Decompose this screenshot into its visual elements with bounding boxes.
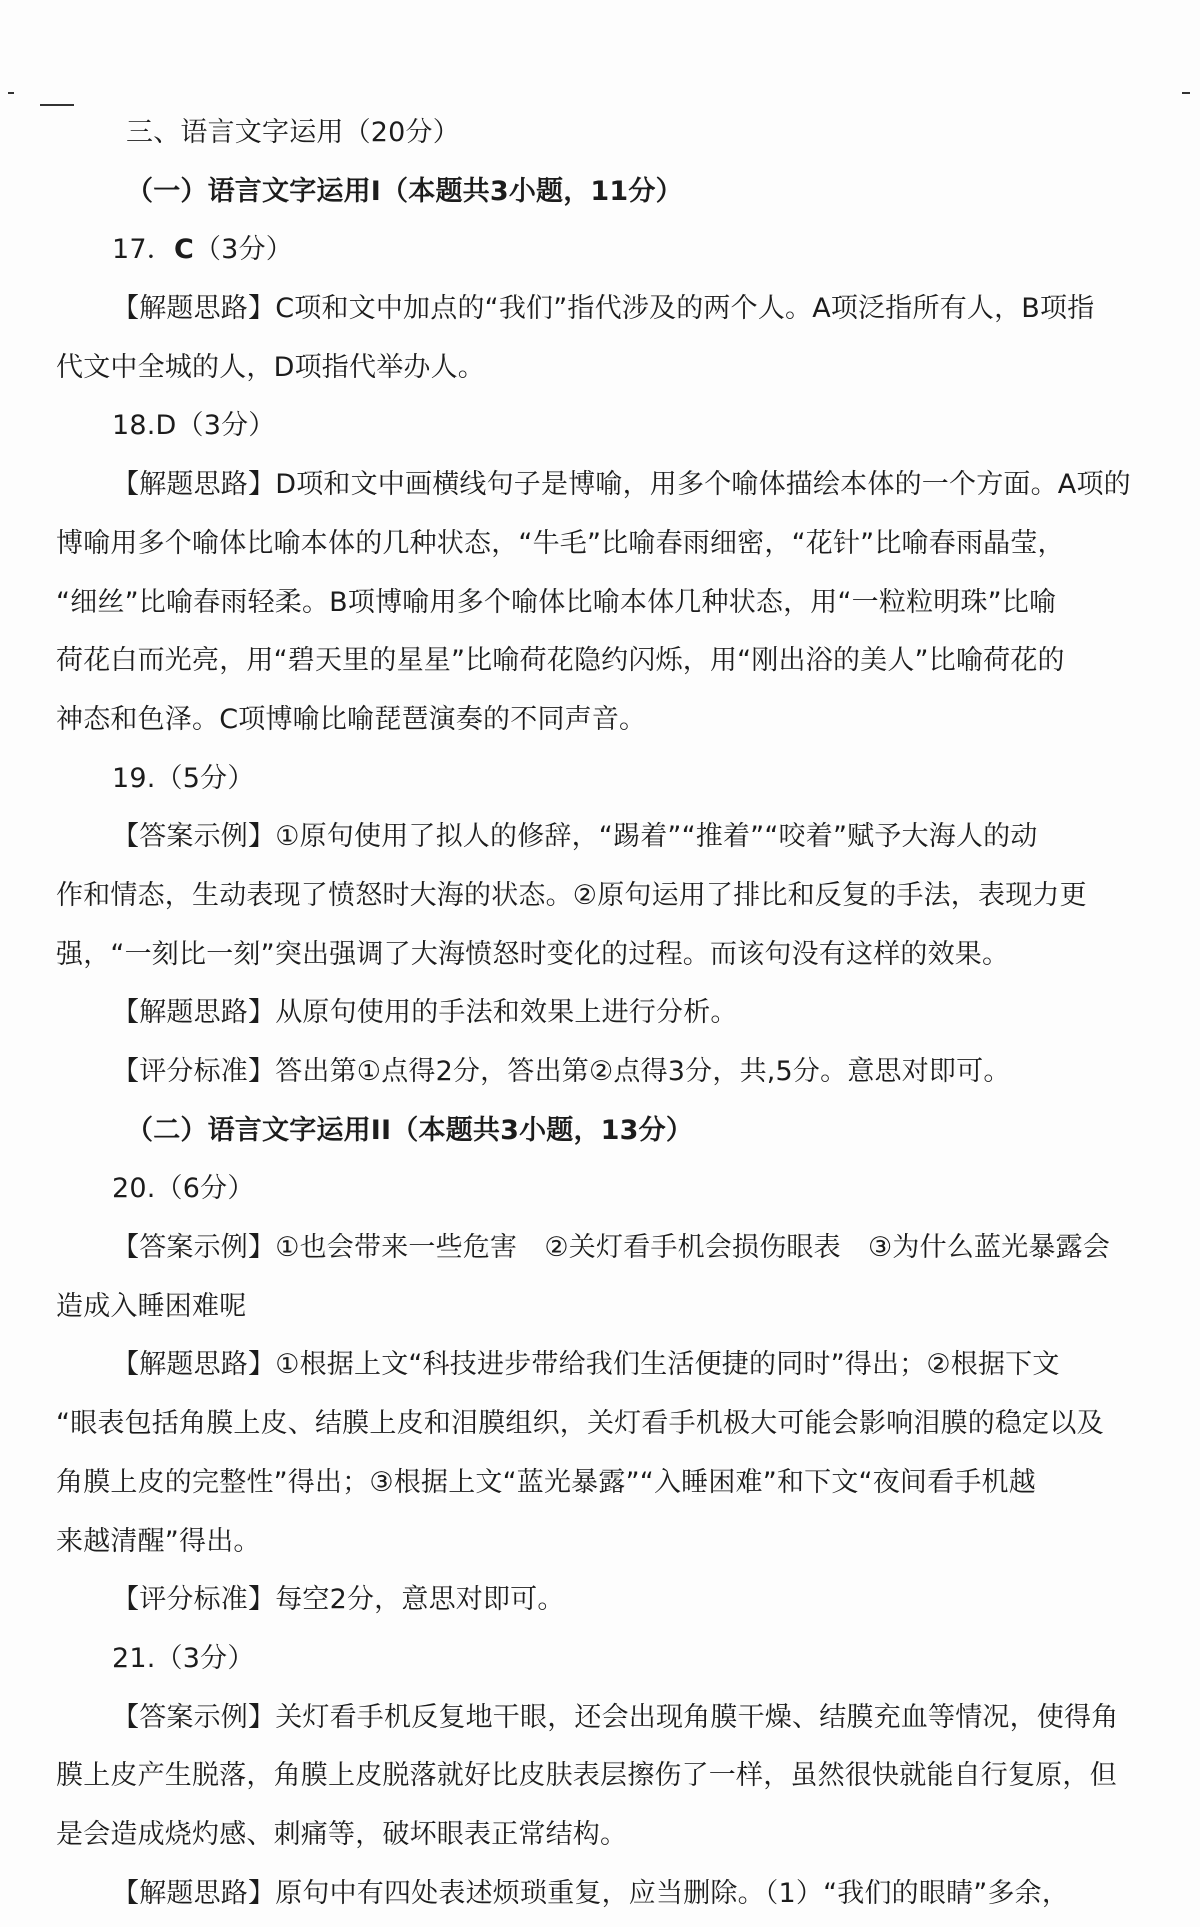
- scan-mark-right: [1182, 92, 1190, 94]
- part1-title: （一）语言文字运用I（本题共3小题，11分）: [126, 175, 683, 207]
- scan-mark-left: [8, 92, 14, 94]
- document-body: [56, 104, 1160, 1923]
- q18-analysis-line: “细丝”比喻春雨轻柔。B项博喻用多个喻体比喻本体几种状态，用“一粒粒明珠”比喻: [56, 586, 1057, 618]
- q19-answer-line: 作和情态，生动表现了愤怒时大海的状态。②原句运用了排比和反复的手法，表现力更: [56, 879, 1087, 911]
- q20-analysis-line: 角膜上皮的完整性”得出；③根据上文“蓝光暴露”“入睡困难”和下文“夜间看手机越: [56, 1466, 1036, 1498]
- q19-scoring: 【评分标准】答出第①点得2分，答出第②点得3分，共,5分。意思对即可。: [112, 1056, 1011, 1087]
- q17-number: 17．: [112, 234, 174, 266]
- q20-analysis-line: 来越清醒”得出。: [56, 1525, 261, 1557]
- q17-answer: C: [173, 234, 194, 266]
- section-title: 三、语言文字运用（20分）: [126, 117, 460, 148]
- q17-header: [56, 221, 1160, 280]
- q18-header: 18.D（3分）: [112, 410, 276, 442]
- q20-answer-line: 造成入睡困难呢: [56, 1290, 247, 1322]
- q20-analysis-line: “眼表包括角膜上皮、结膜上皮和泪膜组织，关灯看手机极大可能会影响泪膜的稳定以及: [56, 1408, 1104, 1440]
- q17-score: （3分）: [193, 234, 293, 266]
- q17-analysis-line: 【解题思路】C项和文中加点的“我们”指代涉及的两个人。A项泛指所有人，B项指: [112, 293, 1095, 325]
- q19-analysis: 【解题思路】从原句使用的手法和效果上进行分析。: [112, 997, 738, 1029]
- q21-answer-line: 是会造成烧灼感、刺痛等，破坏眼表正常结构。: [56, 1818, 628, 1850]
- q20-answer-line: 【答案示例】①也会带来一些危害 ②关灯看手机会损伤眼表 ③为什么蓝光暴露会: [112, 1232, 1111, 1264]
- q18-analysis-line: 神态和色泽。C项博喻比喻琵琶演奏的不同声音。: [56, 703, 647, 735]
- q21-analysis: 【解题思路】原句中有四处表述烦琐重复，应当删除。（1）“我们的眼睛”多余，: [112, 1877, 1070, 1909]
- q20-analysis-line: 【解题思路】①根据上文“科技进步带给我们生活便捷的同时”得出；②根据下文: [112, 1349, 1060, 1381]
- q20-header: 20.（6分）: [112, 1173, 255, 1205]
- part2-title: （二）语言文字运用II（本题共3小题，13分）: [126, 1114, 694, 1146]
- q21-header: 21.（3分）: [112, 1642, 255, 1674]
- q21-answer-line: 膜上皮产生脱落，角膜上皮脱落就好比皮肤表层擦伤了一样，虽然很快就能自行复原，但: [56, 1760, 1117, 1792]
- q19-header: 19.（5分）: [112, 762, 255, 794]
- q18-analysis-line: 博喻用多个喻体比喻本体的几种状态，“牛毛”比喻春雨细密，“花针”比喻春雨晶莹，: [56, 527, 1065, 559]
- q21-answer-line: 【答案示例】关灯看手机反复地干眼，还会出现角膜干燥、结膜充血等情况，使得角: [112, 1701, 1119, 1733]
- q17-analysis-line: 代文中全城的人，D项指代举办人。: [56, 351, 485, 383]
- q20-scoring: 【评分标准】每空2分，意思对即可。: [112, 1584, 565, 1616]
- q19-answer-line: 【答案示例】①原句使用了拟人的修辞，“踢着”“推着”“咬着”赋予大海人的动: [112, 821, 1038, 853]
- q19-answer-line: 强，“一刻比一刻”突出强调了大海愤怒时变化的过程。而该句没有这样的效果。: [56, 938, 1010, 970]
- q18-analysis-line: 荷花白而光亮，用“碧天里的星星”比喻荷花隐约闪烁，用“刚出浴的美人”比喻荷花的: [56, 645, 1065, 677]
- q18-analysis-line: 【解题思路】D项和文中画横线句子是博喻，用多个喻体描绘本体的一个方面。A项的: [112, 469, 1131, 501]
